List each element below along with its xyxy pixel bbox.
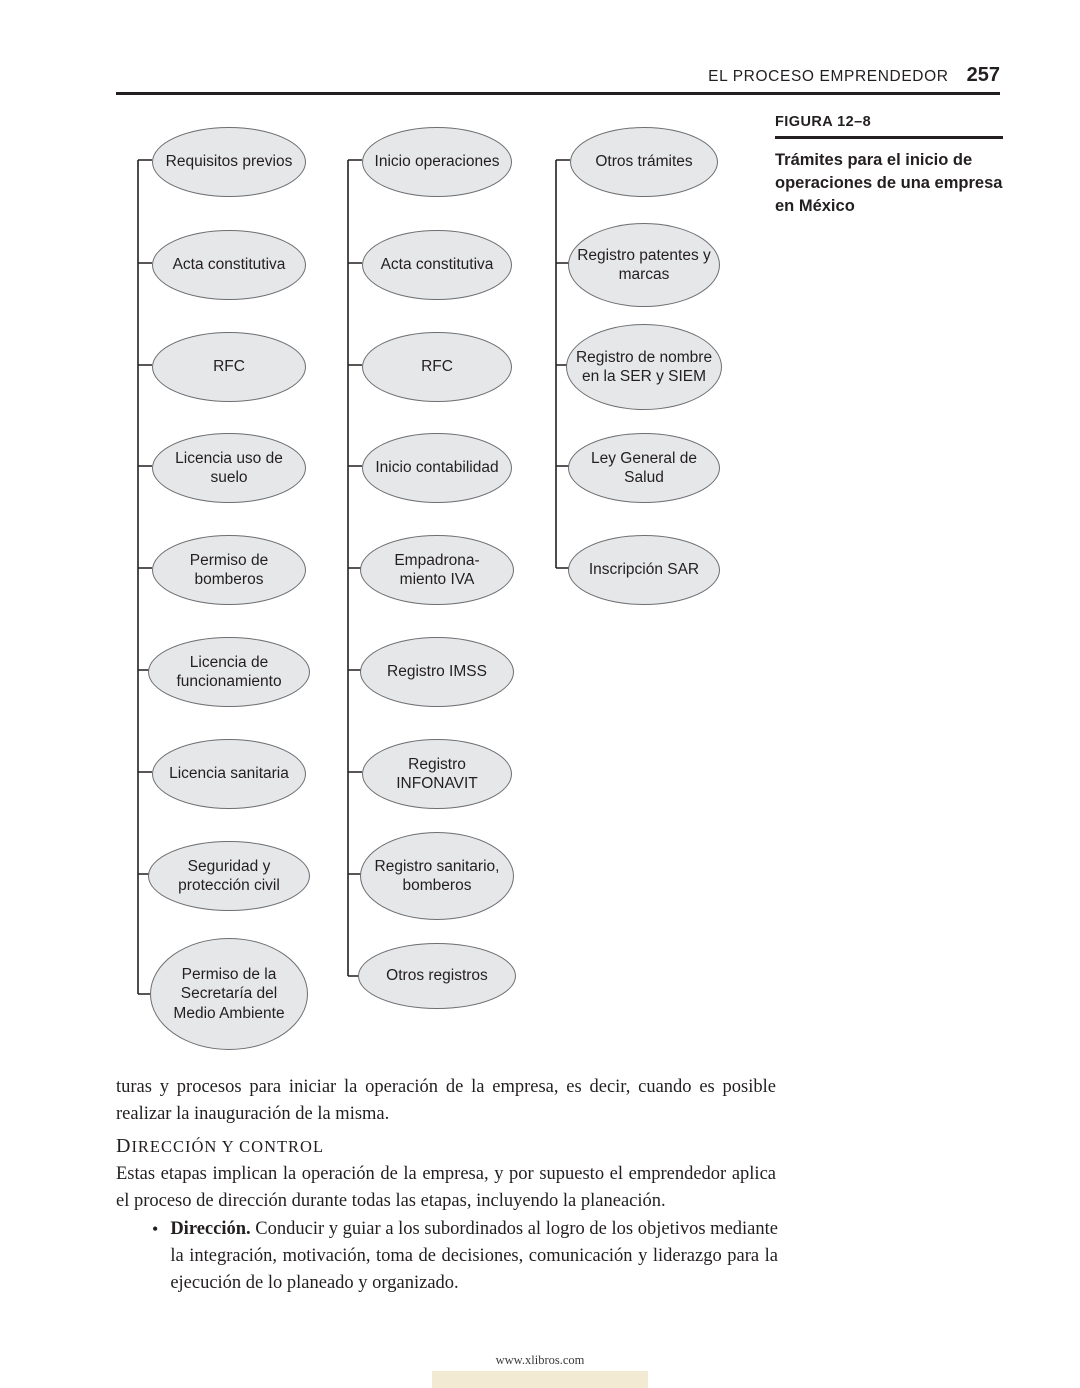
paragraph-direccion-control: Estas etapas implican la operación de la empresa, y por supuesto el emprendedor aplica el proceso de dirección durante todas las etapas, incluyendo la planeación. <box>116 1164 776 1211</box>
node-col2-7: Registro INFONAVIT <box>362 739 512 809</box>
node-col1-8: Seguridad y protección civil <box>148 841 310 911</box>
node-col3-2: Registro patentes y marcas <box>568 223 720 307</box>
subheading-initial: D <box>116 1135 132 1157</box>
figure-title: Trámites para el inicio de operaciones de una empresa en México <box>775 150 1003 216</box>
bullet-lead: Dirección. <box>170 1219 251 1239</box>
footer-band <box>432 1371 648 1388</box>
section-subheading <box>116 1135 324 1158</box>
paragraph-continuation: turas y procesos para iniciar la operación de la empresa, es decir, cuando es posible realizar la inauguración de la misma. <box>116 1077 776 1124</box>
node-col2-3: RFC <box>362 332 512 402</box>
node-col3-1: Otros trámites <box>570 127 718 197</box>
node-col2-2: Acta constitutiva <box>362 230 512 300</box>
node-col1-5: Permiso de bomberos <box>152 535 306 605</box>
node-col1-2: Acta constitutiva <box>152 230 306 300</box>
node-col1-4: Licencia uso de suelo <box>152 433 306 503</box>
node-col2-8: Registro sanitario, bomberos <box>360 832 514 920</box>
node-col2-4: Inicio contabilidad <box>362 433 512 503</box>
figure-caption-block <box>775 114 1003 219</box>
subheading-rest: IRECCIÓN Y CONTROL <box>131 1137 325 1156</box>
bullet-content <box>170 1216 778 1296</box>
list-item <box>152 1216 778 1296</box>
bullet-body: Conducir y guiar a los subordinados al logro de los objetivos mediante la integración, motivación, toma de decisiones, comunicación y liderazgo para la ejecución de lo planeado y organizado. <box>170 1219 778 1293</box>
node-col2-9: Otros registros <box>358 943 516 1009</box>
node-col1-1: Requisitos previos <box>152 127 306 197</box>
figure-diagram <box>116 110 776 1045</box>
running-head: EL PROCESO EMPRENDEDOR <box>708 68 949 85</box>
caption-divider <box>775 136 1003 139</box>
node-col2-5: Empadrona- miento IVA <box>360 535 514 605</box>
figure-number: FIGURA 12–8 <box>775 114 872 130</box>
node-col1-7: Licencia sanitaria <box>152 739 306 809</box>
node-col3-5: Inscripción SAR <box>568 535 720 605</box>
node-col3-3: Registro de nombre en la SER y SIEM <box>566 324 722 410</box>
node-col3-4: Ley General de Salud <box>568 433 720 503</box>
node-col2-6: Registro IMSS <box>360 637 514 707</box>
node-col1-9: Permiso de la Secretaría del Medio Ambiente <box>150 938 308 1050</box>
footer-url[interactable]: www.xlibros.com <box>495 1353 585 1367</box>
node-col2-1: Inicio operaciones <box>362 127 512 197</box>
node-col1-6: Licencia de funcionamiento <box>148 637 310 707</box>
node-col1-3: RFC <box>152 332 306 402</box>
page-number: 257 <box>966 64 1000 86</box>
page-header <box>116 64 1000 87</box>
header-divider <box>116 92 1000 95</box>
bullet-icon: • <box>152 1219 159 1239</box>
